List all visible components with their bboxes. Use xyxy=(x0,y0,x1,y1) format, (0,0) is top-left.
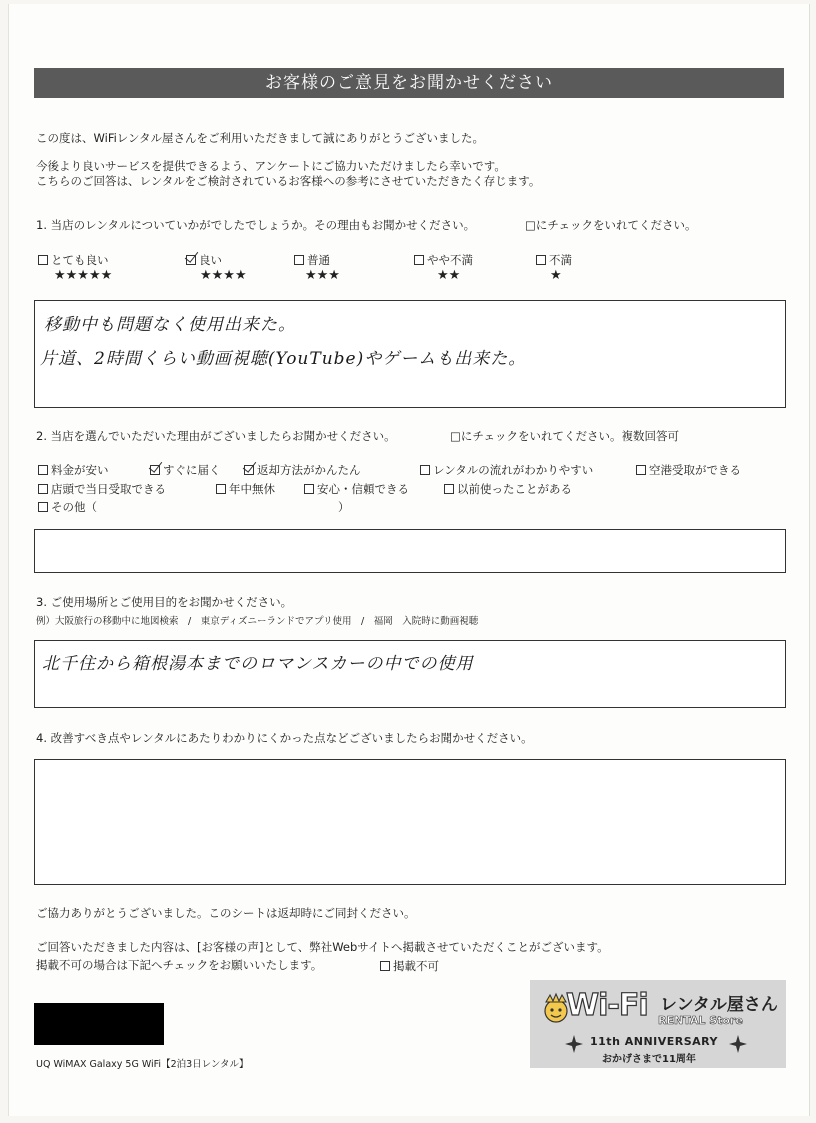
q3-number: 3. xyxy=(36,595,47,609)
redacted-name-block xyxy=(34,1003,164,1045)
q2-option-label: その他（ xyxy=(51,500,97,514)
page-title: お客様のご意見をお聞かせください xyxy=(34,68,784,98)
q2-option-label: 空港受取ができる xyxy=(649,463,741,477)
q2-option-label: すぐに届く xyxy=(163,463,221,477)
intro-line-3: こちらのご回答は、レンタルをご検討されているお客様への参考にさせていただきたく存じます。 xyxy=(36,174,541,188)
footer-publish-line-2: 掲載不可の場合は下記へチェックをお願いいたします。 xyxy=(36,958,323,972)
q2-option-easy-return[interactable] xyxy=(244,462,361,478)
q1-option-label: とても良い xyxy=(51,253,109,267)
q2-checkbox-airport-pickup[interactable] xyxy=(636,465,646,475)
q2-option-label: 安心・信頼できる xyxy=(317,482,409,496)
q2-option-label: 年中無休 xyxy=(229,482,275,496)
logo-anniversary: 11th ANNIVERSARY xyxy=(590,1035,719,1048)
q1-answer-line-1: 移動中も問題なく使用出来た。 xyxy=(44,315,296,335)
q1-option-label: 不満 xyxy=(549,253,572,267)
q1-answer-line-2: 片道、2時間くらい動画視聴(YouTube)やゲームも出来た。 xyxy=(40,349,527,369)
sparkle-right-icon xyxy=(728,1034,748,1054)
q2-option-store-same-day[interactable] xyxy=(38,481,166,497)
q1-stars-1: ★ xyxy=(550,268,562,283)
q2-option-cheap[interactable] xyxy=(38,462,109,478)
q1-option-very-good[interactable] xyxy=(38,252,109,268)
q1-checkbox-good[interactable] xyxy=(186,255,196,265)
q4-number: 4. xyxy=(36,731,47,745)
q2-checkbox-cheap[interactable] xyxy=(38,465,48,475)
q1-option-good[interactable] xyxy=(186,252,222,268)
rental-info: UQ WiMAX Galaxy 5G WiFi【2泊3日レンタル】 xyxy=(36,1059,249,1070)
q2-number: 2. xyxy=(36,429,47,443)
q2-checkbox-easy-return[interactable] xyxy=(244,465,254,475)
q1-checkbox-very-good[interactable] xyxy=(38,255,48,265)
q1-option-label: 良い xyxy=(199,253,222,267)
q2-option-clear-flow[interactable] xyxy=(420,462,593,478)
q4-answer-box[interactable] xyxy=(34,759,786,885)
q2-option-label: 以前使ったことがある xyxy=(457,482,572,496)
logo-subtitle: おかげさまで11周年 xyxy=(602,1054,696,1065)
q2-checkbox-used-before[interactable] xyxy=(444,484,454,494)
q2-text: 当店を選んでいただいた理由がございましたらお聞かせください。 xyxy=(50,429,396,443)
q4-question xyxy=(36,731,533,745)
q2-option-label: 返却方法がかんたん xyxy=(257,463,361,477)
q1-question xyxy=(36,218,475,232)
q1-checkbox-somewhat-dissatisfied[interactable] xyxy=(414,255,424,265)
q2-option-label: レンタルの流れがわかりやすい xyxy=(433,463,594,477)
q2-option-fast-delivery[interactable] xyxy=(150,462,221,478)
q2-checkbox-trustworthy[interactable] xyxy=(304,484,314,494)
no-publish-option[interactable] xyxy=(380,958,439,974)
q2-checkbox-open-all-year[interactable] xyxy=(216,484,226,494)
q3-question xyxy=(36,595,292,609)
footer-thanks: ご協力ありがとうございました。このシートは返却時にご同封ください。 xyxy=(36,906,416,920)
logo-wifi-text: Wi-Fi xyxy=(566,988,648,1023)
q1-instruction: □にチェックをいれてください。 xyxy=(525,218,697,232)
logo-english-name: RENTAL Store xyxy=(658,1014,743,1027)
q3-example: 例）大阪旅行の移動中に地図検索 / 東京ディズニーランドでアプリ使用 / 福岡 入院時に動画視聴 xyxy=(36,616,479,627)
q2-question xyxy=(36,429,396,443)
q1-checkbox-normal[interactable] xyxy=(294,255,304,265)
footer-publish-line-1: ご回答いただきました内容は、[お客様の声]として、弊社Webサイトへ掲載させていただくことがございます。 xyxy=(36,940,609,954)
q2-answer-box[interactable] xyxy=(34,529,786,573)
q1-option-label: やや不満 xyxy=(427,253,473,267)
no-publish-checkbox[interactable] xyxy=(380,961,390,971)
q2-option-label: 店頭で当日受取できる xyxy=(51,482,166,496)
q1-option-dissatisfied[interactable] xyxy=(536,252,572,268)
q3-answer: 北千住から箱根湯本までのロマンスカーの中での使用 xyxy=(42,654,474,674)
q2-checkbox-store-same-day[interactable] xyxy=(38,484,48,494)
q2-instruction: □にチェックをいれてください。複数回答可 xyxy=(450,429,680,443)
q1-stars-4: ★★★★ xyxy=(200,268,247,283)
q1-option-normal[interactable] xyxy=(294,252,330,268)
q1-checkbox-dissatisfied[interactable] xyxy=(536,255,546,265)
sparkle-left-icon xyxy=(564,1034,584,1054)
q2-checkbox-clear-flow[interactable] xyxy=(420,465,430,475)
q1-stars-3: ★★★ xyxy=(305,268,340,283)
company-logo xyxy=(530,980,786,1068)
intro-line-1: この度は、WiFiレンタル屋さんをご利用いただきまして誠にありがとうございました。 xyxy=(36,131,485,145)
q1-option-label: 普通 xyxy=(307,253,330,267)
q2-option-open-all-year[interactable] xyxy=(216,481,275,497)
logo-japanese-name: レンタル屋さん xyxy=(660,995,778,1015)
q2-option-airport-pickup[interactable] xyxy=(636,462,741,478)
q1-text: 当店のレンタルについていかがでしたでしょうか。その理由もお聞かせください。 xyxy=(50,218,476,232)
q2-option-used-before[interactable] xyxy=(444,481,572,497)
q2-checkbox-other[interactable] xyxy=(38,502,48,512)
q1-stars-5: ★★★★★ xyxy=(54,268,113,283)
q2-checkbox-fast-delivery[interactable] xyxy=(150,465,160,475)
q1-number: 1. xyxy=(36,218,47,232)
no-publish-label: 掲載不可 xyxy=(393,959,439,973)
q4-text: 改善すべき点やレンタルにあたりわかりにくかった点などございましたらお聞かせください。 xyxy=(50,731,533,745)
q2-option-other[interactable] xyxy=(38,499,97,515)
q1-stars-2: ★★ xyxy=(437,268,461,283)
q2-option-label: 料金が安い xyxy=(51,463,109,477)
q2-option-trustworthy[interactable] xyxy=(304,481,409,497)
q3-text: ご使用場所とご使用目的をお聞かせください。 xyxy=(50,595,293,609)
q1-option-somewhat-dissatisfied[interactable] xyxy=(414,252,473,268)
intro-line-2: 今後より良いサービスを提供できるよう、アンケートにご協力いただけましたら幸いです。 xyxy=(36,159,506,173)
q2-other-close-paren: ） xyxy=(338,500,350,514)
